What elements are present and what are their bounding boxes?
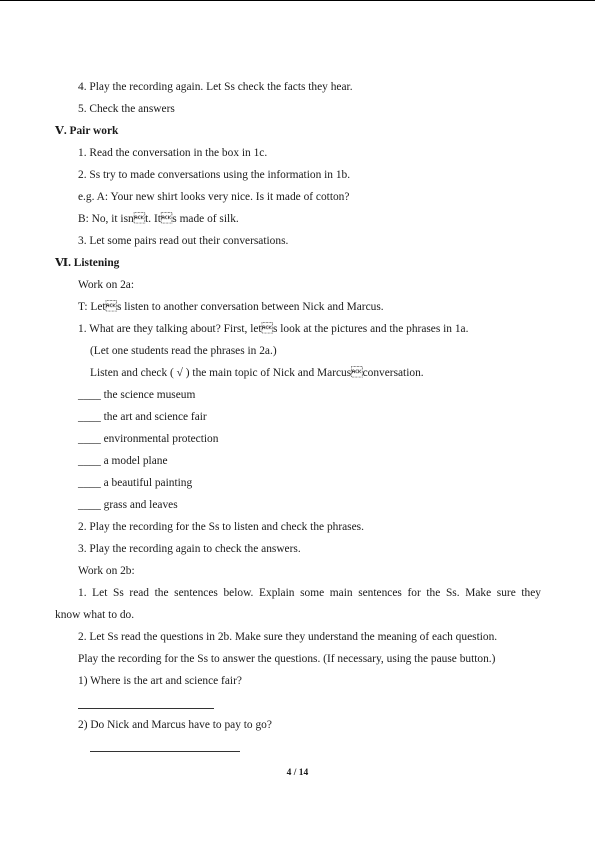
- work-on-2b-label: Work on 2b:: [78, 565, 135, 577]
- checklist-item: ____ the science museum: [78, 389, 196, 401]
- step-4-play-again: 4. Play the recording again. Let Ss check the facts they hear.: [78, 81, 353, 93]
- work-2b-step-1-continued: know what to do.: [55, 609, 135, 621]
- page-top-border: [0, 0, 595, 1]
- listening-step-1: 1. What are they talking about? First, lets look at the pictures and the phrases in 1a.: [78, 323, 469, 335]
- checklist-item: ____ environmental protection: [78, 433, 219, 445]
- example-line-a: e.g. A: Your new shirt looks very nice. Is it made of cotton?: [78, 191, 350, 203]
- checklist-item: ____ a model plane: [78, 455, 168, 467]
- answer-line-2[interactable]: [90, 751, 240, 752]
- pair-step-1: 1. Read the conversation in the box in 1c.: [78, 147, 268, 159]
- question-1: 1) Where is the art and science fair?: [78, 675, 242, 687]
- checklist-item: ____ grass and leaves: [78, 499, 178, 511]
- work-2b-step-2: 2. Let Ss read the questions in 2b. Make sure they understand the meaning of each question.: [78, 631, 498, 643]
- play-recording-instruction: Play the recording for the Ss to answer the questions. (If necessary, using the pause button.): [78, 653, 496, 665]
- answer-line-1[interactable]: [78, 708, 214, 709]
- example-line-b: B: No, it isnt. Its made of silk.: [78, 213, 239, 225]
- page-number: 4 / 14: [286, 768, 309, 778]
- pair-step-2: 2. Ss try to made conversations using the information in 1b.: [78, 169, 351, 181]
- step-5-check-answers: 5. Check the answers: [78, 103, 175, 115]
- listening-step-2: 2. Play the recording for the Ss to listen and check the phrases.: [78, 521, 364, 533]
- pair-step-3: 3. Let some pairs read out their conversations.: [78, 235, 289, 247]
- listening-step-3: 3. Play the recording again to check the answers.: [78, 543, 301, 555]
- section-heading-pair-work: Ⅴ. Pair work: [55, 125, 119, 137]
- checklist-item: ____ the art and science fair: [78, 411, 207, 423]
- checklist-item: ____ a beautiful painting: [78, 477, 193, 489]
- teacher-line: T: Lets listen to another conversation between Nick and Marcus.: [78, 301, 384, 313]
- section-heading-listening: Ⅵ. Listening: [55, 257, 120, 269]
- work-2b-step-1: 1. Let Ss read the sentences below. Explain some main sentences for the Ss. Make sure they: [78, 587, 541, 599]
- listen-and-check-instruction: Listen and check ( √ ) the main topic of Nick and Marcusconversation.: [90, 367, 424, 379]
- work-on-2a-label: Work on 2a:: [78, 279, 135, 291]
- question-2: 2) Do Nick and Marcus have to pay to go?: [78, 719, 272, 731]
- listening-note: (Let one students read the phrases in 2a.): [90, 345, 277, 357]
